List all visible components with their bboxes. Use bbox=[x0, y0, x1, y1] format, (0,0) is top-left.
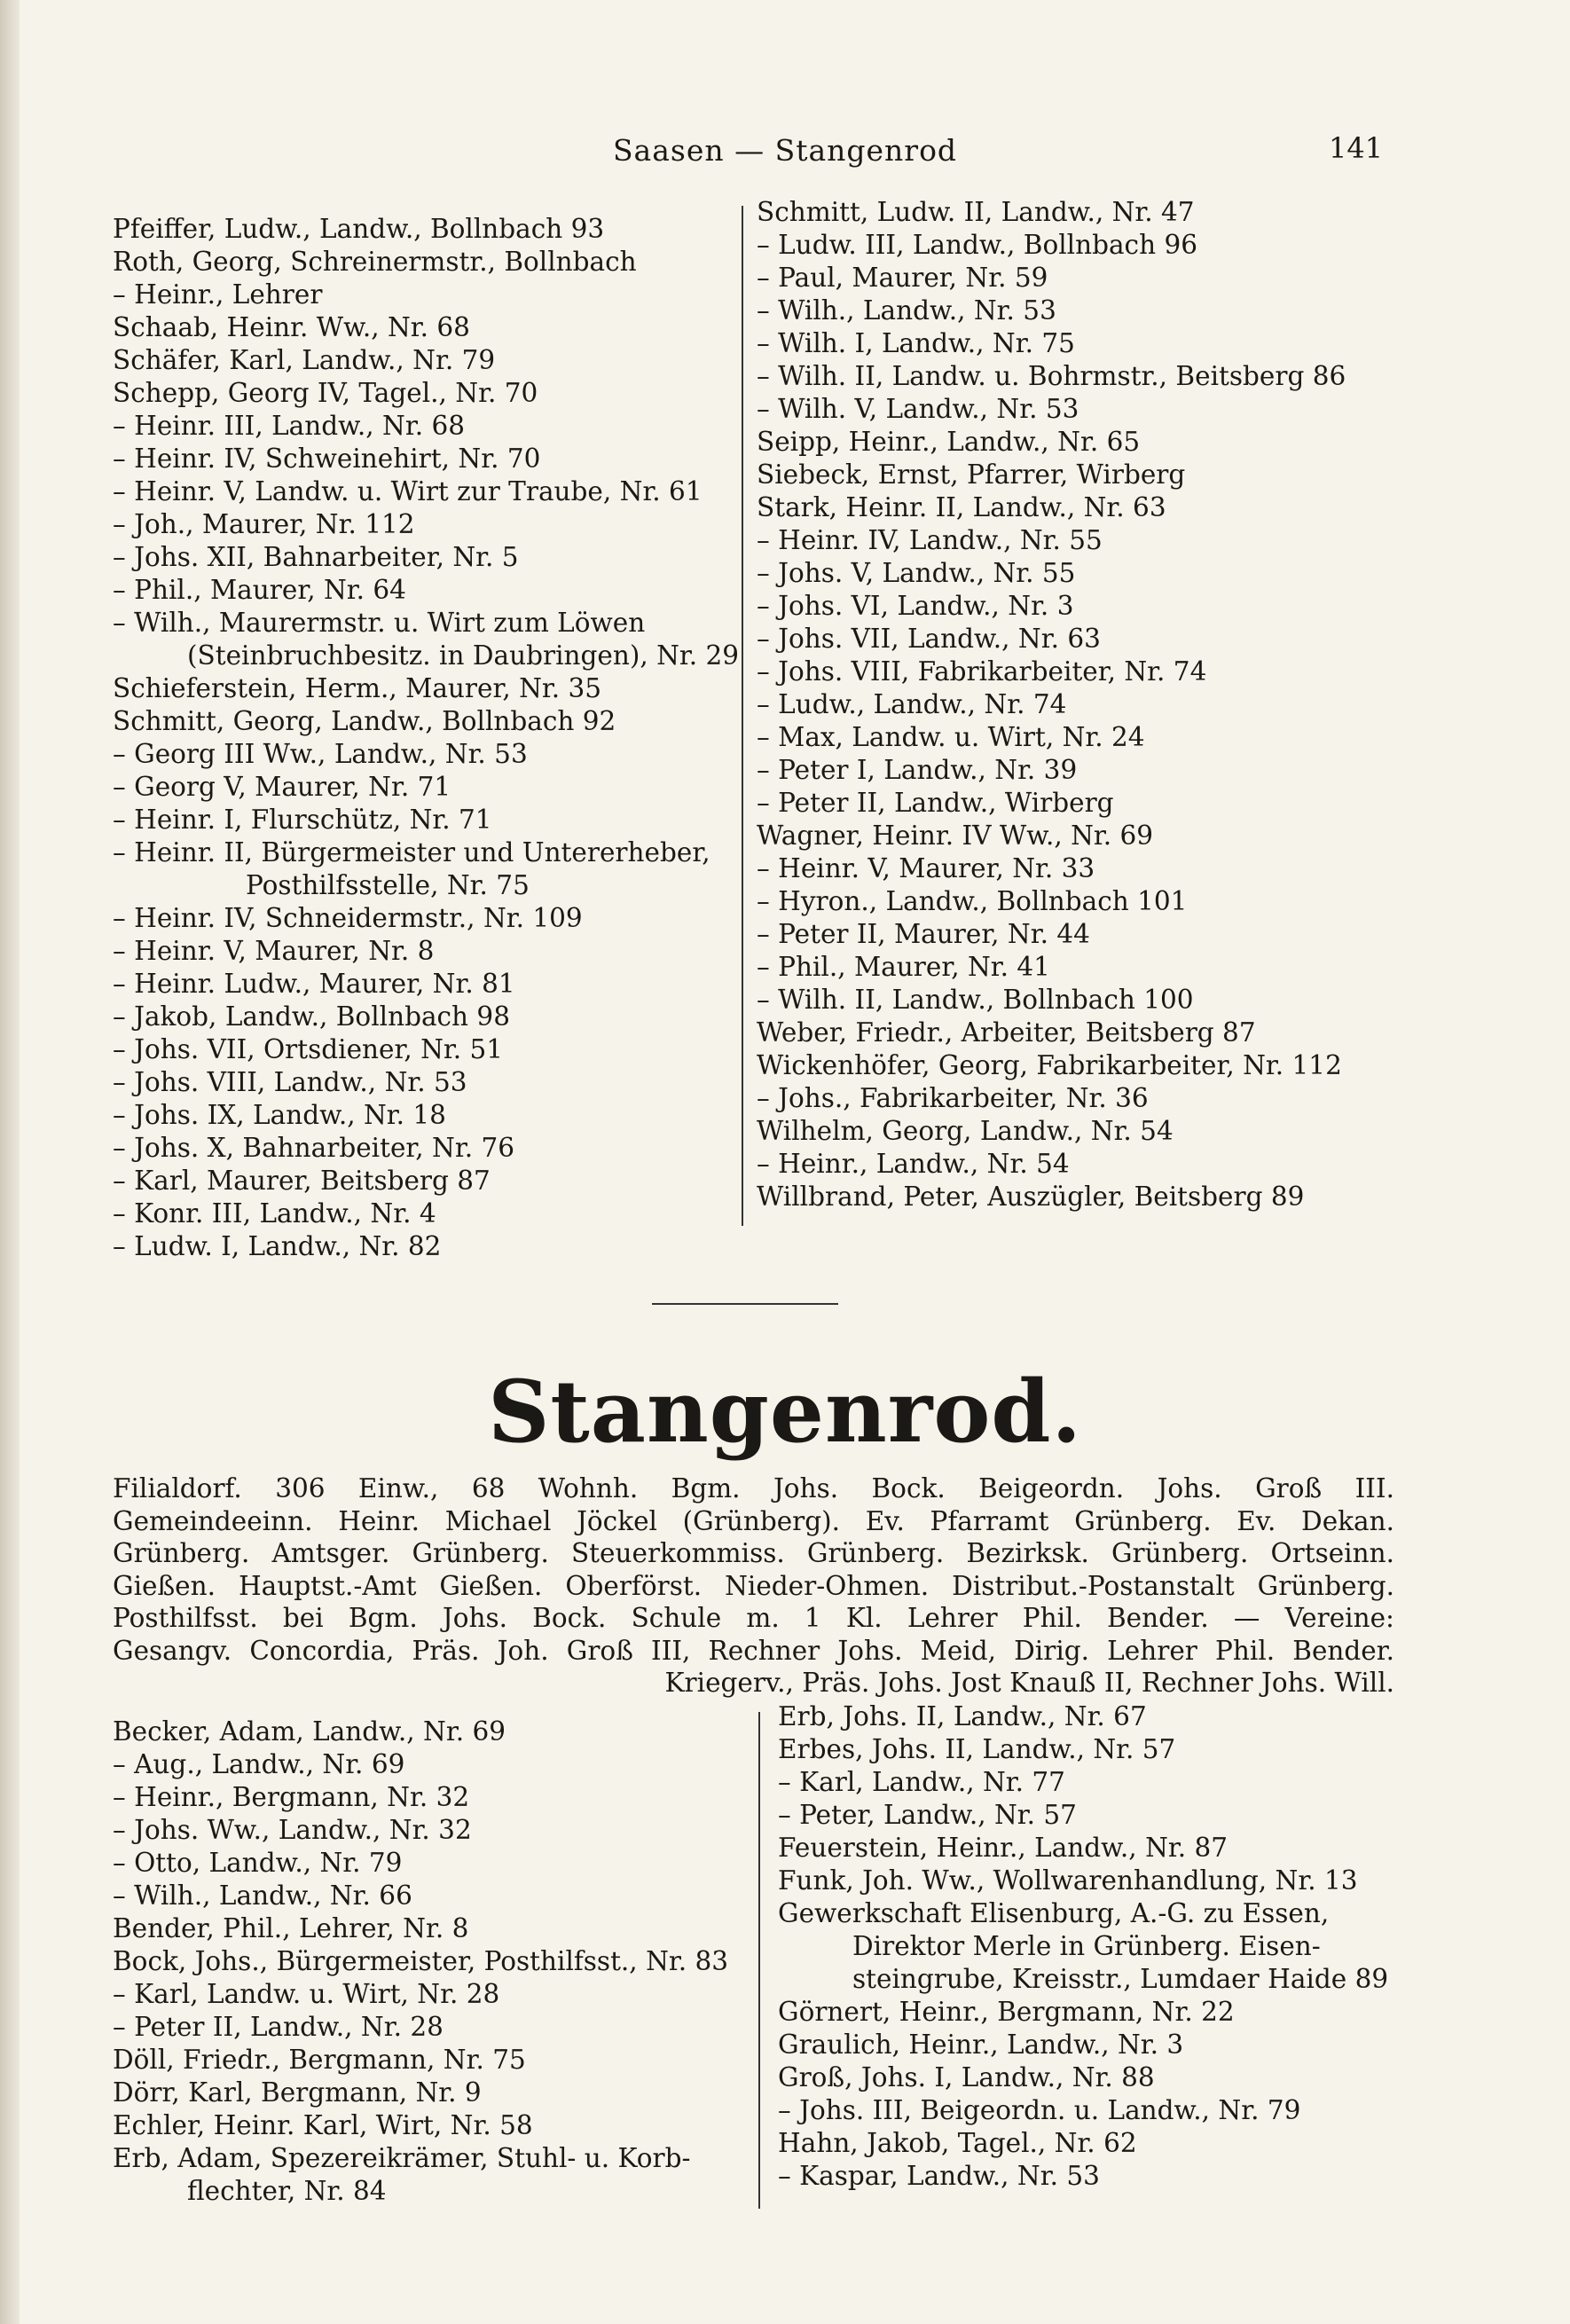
info-line: Posthilfsst. bei Bgm. Johs. Bock. Schule m. 1 Kl. Lehrer Phil. Bender. — Vereine: bbox=[113, 1603, 1394, 1633]
directory-entry: – Ludw., Landw., Nr. 74 bbox=[757, 689, 1067, 719]
directory-entry: – Wilh., Landw., Nr. 66 bbox=[113, 1880, 412, 1911]
section-title: Stangenrod. bbox=[488, 1362, 1082, 1462]
directory-entry: – Johs. X, Bahnarbeiter, Nr. 76 bbox=[113, 1133, 514, 1163]
directory-column-left bbox=[113, 213, 739, 1263]
village-info bbox=[113, 1472, 1394, 1700]
directory-entry: Hahn, Jakob, Tagel., Nr. 62 bbox=[778, 2128, 1137, 2158]
directory-entry: – Wilh. V, Landw., Nr. 53 bbox=[757, 394, 1079, 424]
directory-entry: Bender, Phil., Lehrer, Nr. 8 bbox=[113, 1913, 469, 1943]
directory-entry: Dörr, Karl, Bergmann, Nr. 9 bbox=[113, 2077, 482, 2108]
directory-entry: Posthilfsstelle, Nr. 75 bbox=[246, 870, 530, 900]
directory-entry: – Johs. Ww., Landw., Nr. 32 bbox=[113, 1815, 472, 1845]
directory-entry: – Karl, Maurer, Beitsberg 87 bbox=[113, 1166, 491, 1196]
directory-entry: Schmitt, Ludw. II, Landw., Nr. 47 bbox=[757, 197, 1195, 227]
directory-entry: – Heinr. I, Flurschütz, Nr. 71 bbox=[113, 805, 492, 835]
directory-entry: Bock, Johs., Bürgermeister, Posthilfsst., Nr. 83 bbox=[113, 1946, 729, 1976]
directory-entry: Schmitt, Georg, Landw., Bollnbach 92 bbox=[113, 706, 616, 736]
directory-entry: Schaab, Heinr. Ww., Nr. 68 bbox=[113, 312, 470, 342]
directory-entry: – Johs. VIII, Fabrikarbeiter, Nr. 74 bbox=[757, 656, 1207, 687]
directory-column-right bbox=[757, 196, 1346, 1213]
directory-entry: – Johs. IX, Landw., Nr. 18 bbox=[113, 1100, 446, 1130]
directory-entry: – Georg V, Maurer, Nr. 71 bbox=[113, 772, 451, 802]
directory-entry: Döll, Friedr., Bergmann, Nr. 75 bbox=[113, 2045, 526, 2075]
directory-entry: Pfeiffer, Ludw., Landw., Bollnbach 93 bbox=[113, 214, 605, 244]
directory-entry: – Karl, Landw., Nr. 77 bbox=[778, 1767, 1065, 1797]
directory-entry: Wilhelm, Georg, Landw., Nr. 54 bbox=[757, 1116, 1174, 1146]
directory-entry: – Peter II, Landw., Wirberg bbox=[757, 788, 1114, 818]
directory-column-right bbox=[778, 1700, 1388, 2193]
directory-entry: (Steinbruchbesitz. in Daubringen), Nr. 29 bbox=[187, 640, 740, 671]
directory-entry: – Phil., Maurer, Nr. 41 bbox=[757, 952, 1050, 982]
scan-edge bbox=[0, 0, 20, 2324]
directory-entry: – Peter II, Maurer, Nr. 44 bbox=[757, 919, 1090, 949]
directory-entry: – Karl, Landw. u. Wirt, Nr. 28 bbox=[113, 1979, 500, 2009]
directory-entry: Feuerstein, Heinr., Landw., Nr. 87 bbox=[778, 1833, 1229, 1863]
directory-entry: Wagner, Heinr. IV Ww., Nr. 69 bbox=[757, 820, 1154, 851]
directory-entry: – Heinr. II, Bürgermeister und Untererheber, bbox=[113, 837, 710, 868]
info-line: Gemeindeeinn. Heinr. Michael Jöckel (Grünberg). Ev. Pfarramt Grünberg. Ev. Dekan. bbox=[113, 1505, 1394, 1536]
directory-entry: – Wilh. I, Landw., Nr. 75 bbox=[757, 328, 1075, 358]
directory-entry: Roth, Georg, Schreinermstr., Bollnbach bbox=[113, 247, 637, 277]
directory-entry: – Wilh., Landw., Nr. 53 bbox=[757, 295, 1056, 326]
directory-entry: – Heinr. IV, Schweinehirt, Nr. 70 bbox=[113, 444, 541, 474]
directory-entry: – Heinr., Landw., Nr. 54 bbox=[757, 1149, 1070, 1179]
directory-entry: Schepp, Georg IV, Tagel., Nr. 70 bbox=[113, 378, 538, 408]
directory-entry: steingrube, Kreisstr., Lumdaer Haide 89 bbox=[852, 1964, 1389, 1994]
directory-entry: – Wilh., Maurermstr. u. Wirt zum Löwen bbox=[113, 608, 646, 638]
directory-entry: – Hyron., Landw., Bollnbach 101 bbox=[757, 886, 1188, 916]
directory-entry: – Heinr., Bergmann, Nr. 32 bbox=[113, 1782, 470, 1812]
directory-entry: – Johs. XII, Bahnarbeiter, Nr. 5 bbox=[113, 542, 519, 572]
info-line: Gießen. Hauptst.-Amt Gießen. Oberförst. Nieder-Ohmen. Distribut.-Postanstalt Grünberg. bbox=[113, 1570, 1394, 1601]
directory-entry: – Heinr. V, Maurer, Nr. 8 bbox=[113, 936, 435, 966]
info-line: Gesangv. Concordia, Präs. Joh. Groß III, Rechner Johs. Meid, Dirig. Lehrer Phil. Bender. bbox=[113, 1635, 1394, 1666]
directory-entry: – Johs. III, Beigeordn. u. Landw., Nr. 79 bbox=[778, 2095, 1301, 2125]
directory-entry: Erbes, Johs. II, Landw., Nr. 57 bbox=[778, 1734, 1176, 1764]
directory-entry: Funk, Joh. Ww., Wollwarenhandlung, Nr. 13 bbox=[778, 1865, 1358, 1896]
directory-entry: Stark, Heinr. II, Landw., Nr. 63 bbox=[757, 492, 1166, 522]
directory-entry: – Johs. V, Landw., Nr. 55 bbox=[757, 558, 1076, 588]
directory-entry: – Ludw. I, Landw., Nr. 82 bbox=[113, 1231, 442, 1261]
directory-entry: – Heinr. IV, Landw., Nr. 55 bbox=[757, 525, 1103, 555]
directory-entry: Erb, Johs. II, Landw., Nr. 67 bbox=[778, 1701, 1147, 1731]
directory-entry: – Georg III Ww., Landw., Nr. 53 bbox=[113, 739, 528, 769]
directory-entry: – Heinr., Lehrer bbox=[113, 279, 323, 310]
directory-entry: – Phil., Maurer, Nr. 64 bbox=[113, 575, 406, 605]
directory-entry: Willbrand, Peter, Auszügler, Beitsberg 89 bbox=[757, 1182, 1305, 1212]
column-divider bbox=[758, 1712, 760, 2209]
directory-entry: – Heinr. IV, Schneidermstr., Nr. 109 bbox=[113, 903, 583, 933]
directory-entry: Direktor Merle in Grünberg. Eisen- bbox=[852, 1931, 1321, 1961]
info-line: Filialdorf. 306 Einw., 68 Wohnh. Bgm. Johs. Bock. Beigeordn. Johs. Groß III. bbox=[113, 1473, 1394, 1504]
directory-entry: Echler, Heinr. Karl, Wirt, Nr. 58 bbox=[113, 2110, 533, 2140]
directory-entry: Görnert, Heinr., Bergmann, Nr. 22 bbox=[778, 1997, 1235, 2027]
directory-entry: – Konr. III, Landw., Nr. 4 bbox=[113, 1198, 436, 1229]
section-separator bbox=[652, 1303, 838, 1305]
directory-entry: – Otto, Landw., Nr. 79 bbox=[113, 1848, 403, 1878]
directory-entry: Erb, Adam, Spezereikrämer, Stuhl- u. Korb- bbox=[113, 2143, 691, 2173]
directory-entry: – Joh., Maurer, Nr. 112 bbox=[113, 509, 415, 539]
directory-entry: Graulich, Heinr., Landw., Nr. 3 bbox=[778, 2030, 1184, 2060]
directory-entry: Weber, Friedr., Arbeiter, Beitsberg 87 bbox=[757, 1017, 1256, 1048]
directory-column-left bbox=[113, 1716, 728, 2208]
directory-entry: – Peter I, Landw., Nr. 39 bbox=[757, 755, 1078, 785]
directory-entry: – Johs. VI, Landw., Nr. 3 bbox=[757, 591, 1074, 621]
column-divider bbox=[742, 206, 743, 1226]
directory-entry: Siebeck, Ernst, Pfarrer, Wirberg bbox=[757, 459, 1186, 490]
directory-entry: – Johs. VIII, Landw., Nr. 53 bbox=[113, 1067, 467, 1097]
directory-entry: – Max, Landw. u. Wirt, Nr. 24 bbox=[757, 722, 1145, 752]
directory-entry: – Johs. VII, Ortsdiener, Nr. 51 bbox=[113, 1034, 504, 1064]
directory-entry: – Kaspar, Landw., Nr. 53 bbox=[778, 2161, 1100, 2191]
directory-entry: – Heinr. V, Landw. u. Wirt zur Traube, Nr. 61 bbox=[113, 476, 703, 506]
directory-entry: Wickenhöfer, Georg, Fabrikarbeiter, Nr. 112 bbox=[757, 1050, 1342, 1080]
directory-entry: Gewerkschaft Elisenburg, A.-G. zu Essen, bbox=[778, 1898, 1330, 1928]
directory-entry: – Peter II, Landw., Nr. 28 bbox=[113, 2012, 444, 2042]
directory-entry: – Johs. VII, Landw., Nr. 63 bbox=[757, 624, 1101, 654]
directory-entry: – Heinr. III, Landw., Nr. 68 bbox=[113, 411, 465, 441]
directory-entry: – Wilh. II, Landw. u. Bohrmstr., Beitsberg 86 bbox=[757, 361, 1346, 391]
directory-entry: – Ludw. III, Landw., Bollnbach 96 bbox=[757, 230, 1197, 260]
running-header: Saasen — Stangenrod bbox=[612, 133, 958, 168]
directory-entry: Groß, Johs. I, Landw., Nr. 88 bbox=[778, 2062, 1155, 2092]
directory-entry: flechter, Nr. 84 bbox=[187, 2176, 387, 2206]
directory-entry: – Heinr. V, Maurer, Nr. 33 bbox=[757, 853, 1095, 883]
directory-entry: Becker, Adam, Landw., Nr. 69 bbox=[113, 1716, 506, 1747]
directory-entry: – Heinr. Ludw., Maurer, Nr. 81 bbox=[113, 969, 515, 999]
directory-entry: – Jakob, Landw., Bollnbach 98 bbox=[113, 1001, 510, 1032]
directory-entry: Schieferstein, Herm., Maurer, Nr. 35 bbox=[113, 673, 602, 703]
directory-entry: – Johs., Fabrikarbeiter, Nr. 36 bbox=[757, 1083, 1149, 1113]
info-line: Grünberg. Amtsger. Grünberg. Steuerkommiss. Grünberg. Bezirksk. Grünberg. Ortseinn. bbox=[113, 1538, 1394, 1568]
info-line: Kriegerv., Präs. Johs. Jost Knauß II, Rechner Johs. Will. bbox=[664, 1668, 1394, 1698]
directory-entry: Seipp, Heinr., Landw., Nr. 65 bbox=[757, 427, 1141, 457]
page-number: 141 bbox=[1329, 131, 1384, 165]
directory-entry: Schäfer, Karl, Landw., Nr. 79 bbox=[113, 345, 496, 375]
directory-entry: – Wilh. II, Landw., Bollnbach 100 bbox=[757, 985, 1194, 1015]
directory-entry: – Paul, Maurer, Nr. 59 bbox=[757, 263, 1048, 293]
directory-entry: – Aug., Landw., Nr. 69 bbox=[113, 1749, 405, 1779]
directory-entry: – Peter, Landw., Nr. 57 bbox=[778, 1800, 1077, 1830]
